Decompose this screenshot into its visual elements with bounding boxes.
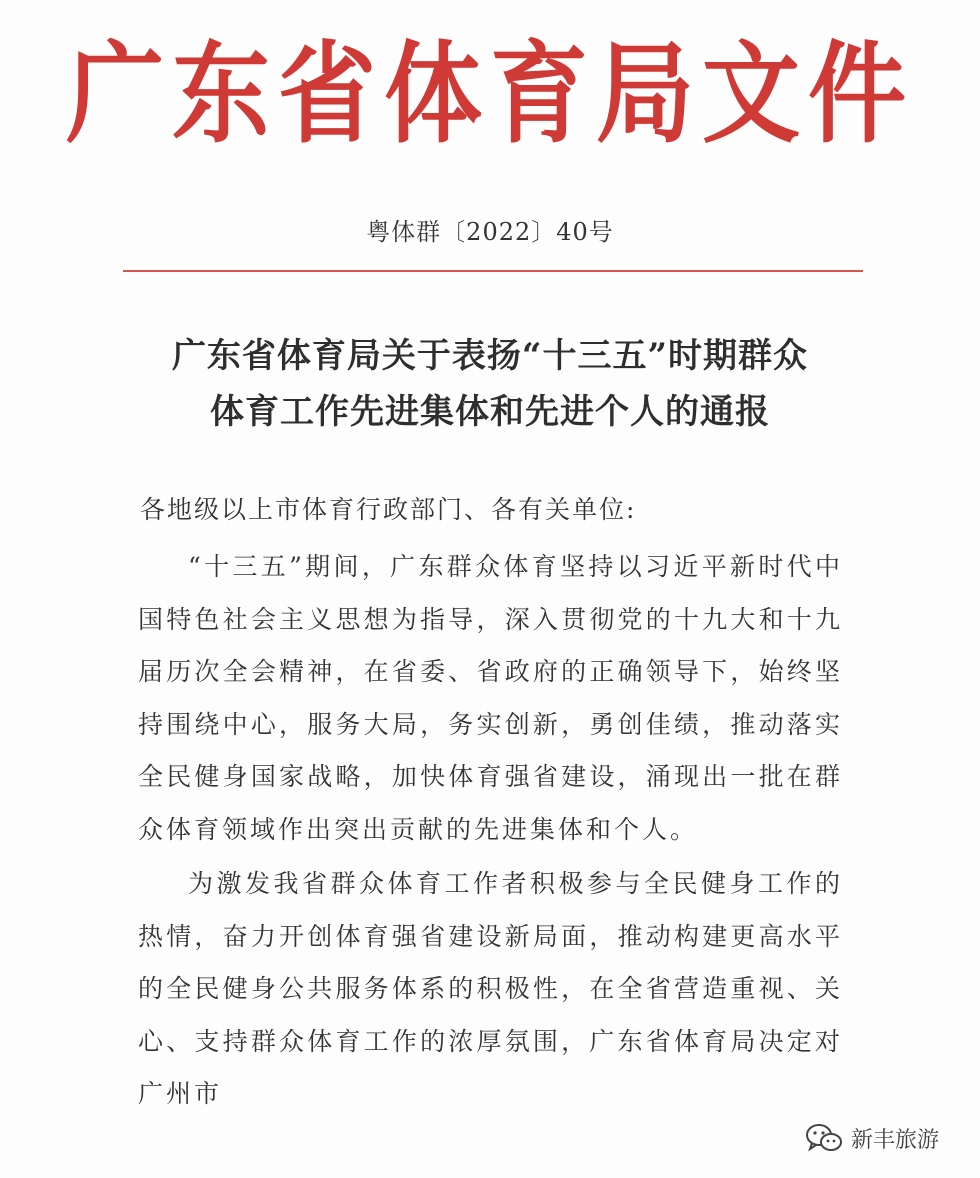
wechat-icon [805, 1123, 843, 1153]
body-paragraph-2: 为激发我省群众体育工作者积极参与全民健身工作的热情，奋力开创体育强省建设新局面，推动构建更高水平的全民健身公共服务体系的积极性，在全省营造重视、关心、支持群众体育工作的浓厚氛围，广东省体育局决定对广州市 [138, 869, 843, 1108]
watermark-label: 新丰旅游 [851, 1127, 940, 1153]
body-paragraph-1: “十三五”期间，广东群众体育坚持以习近平新时代中国特色社会主义思想为指导，深入贯彻党的十九大和十九届历次全会精神，在省委、省政府的正确领导下，始终坚持围绕中心，服务大局，务实创新，勇创佳绩，推动落实全民健身国家战略，加快体育强省建设，涌现出一批在群众体育领域作出突出贡献的先进集体和个人。 [138, 552, 843, 844]
document-masthead: 广东省体育局文件 [65, 30, 914, 159]
salutation: 各地级以上市体育行政部门、各有关单位: [140, 495, 637, 524]
red-divider-line [123, 270, 863, 272]
document-number: 粤体群〔2022〕40号 [366, 218, 614, 246]
title-line-2: 体育工作先进集体和先进个人的通报 [210, 392, 770, 432]
document-title [100, 328, 880, 440]
account-watermark [805, 1118, 939, 1158]
title-line-1: 广东省体育局关于表扬“十三五”时期群众 [171, 336, 809, 376]
